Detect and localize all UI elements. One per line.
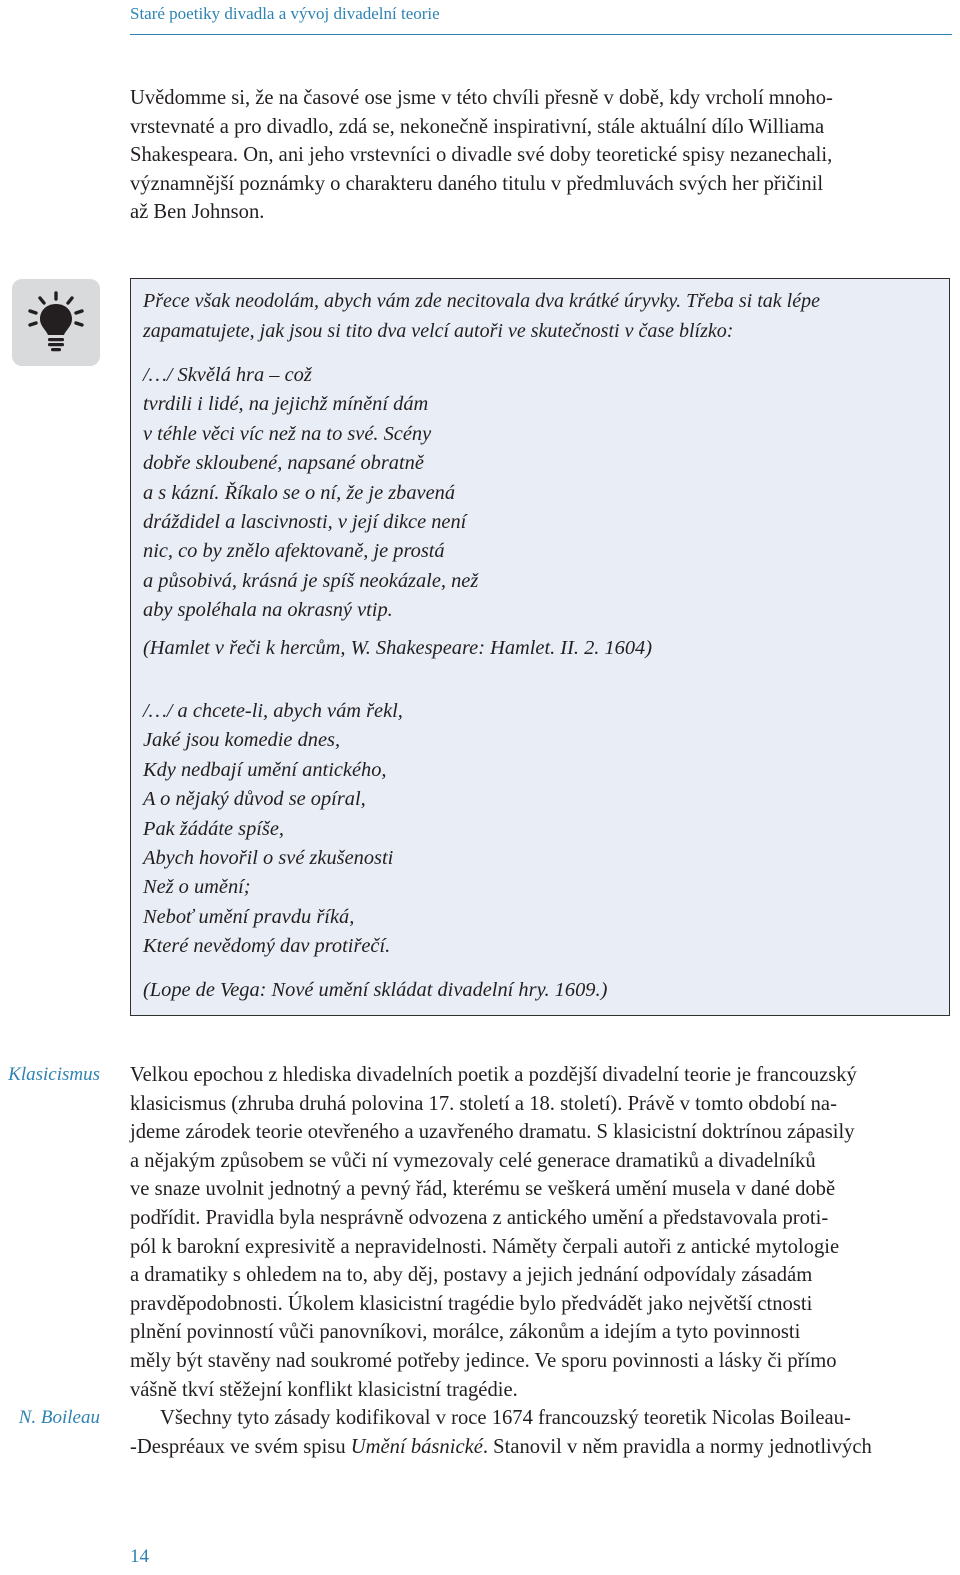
running-head: Staré poetiky divadla a vývoj divadelní teorie bbox=[130, 4, 952, 35]
body-line: podřídit. Pravidla byla nesprávně odvozena z antického umění a představovala proti- bbox=[130, 1206, 829, 1229]
verse-line: Jaké jsou komedie dnes, bbox=[143, 729, 341, 752]
hamlet-citation: (Hamlet v řeči k hercům, W. Shakespeare: Hamlet. II. 2. 1604) bbox=[143, 637, 653, 659]
hamlet-quote bbox=[143, 361, 943, 626]
body-line: pravděpodobnosti. Úkolem klasicistní tragédie bylo předvádět jako největší ctnosti bbox=[130, 1292, 813, 1315]
verse-line: aby spoléhala na okrasný vtip. bbox=[143, 599, 393, 622]
verse-line: a působivá, krásná je spíš neokázale, než bbox=[143, 569, 479, 592]
verse-line: a s kázní. Říkalo se o ní, že je zbavená bbox=[143, 481, 456, 504]
intro-line: Uvědomme si, že na časové ose jsme v této chvíli přesně v době, kdy vrcholí mnoho- bbox=[130, 87, 833, 109]
lightbulb-icon-tile bbox=[12, 279, 100, 366]
lope-de-vega-citation: (Lope de Vega: Nové umění skládat divadelní hry. 1609.) bbox=[143, 979, 608, 1001]
verse-line: Neboť umění pravdu říká, bbox=[143, 905, 355, 928]
quotation-lead bbox=[143, 287, 943, 346]
body-line: klasicismus (zhruba druhá polovina 17. století a 18. století). Právě v tomto období na- bbox=[130, 1092, 837, 1115]
lightbulb-icon bbox=[26, 291, 86, 353]
body-line: a nějakým způsobem se vůči ní vymezovaly celé generace dramatiků a divadelníků bbox=[130, 1149, 816, 1172]
lead-line: zapamatujete, jak jsou si tito dva velcí autoři ve skutečnosti v čase blízko: bbox=[143, 319, 734, 342]
verse-line: Které nevědomý dav protiřečí. bbox=[143, 935, 391, 958]
verse-line: nic, co by znělo afektovaně, je prostá bbox=[143, 540, 445, 563]
body-line: pól k barokní expresivitě a nepravidelnosti. Náměty čerpali autoři z antické mytologie bbox=[130, 1235, 840, 1258]
quotation-box bbox=[130, 278, 950, 1016]
verse-line: Kdy nedbají umění antického, bbox=[143, 758, 387, 781]
lead-line: Přece však neodolám, abych vám zde necitovala dva krátké úryvky. Třeba si tak lépe bbox=[143, 290, 820, 312]
verse-line: dráždidel a lascivnosti, v její dikce není bbox=[143, 511, 467, 534]
page-number: 14 bbox=[130, 1546, 149, 1567]
klasicismus-paragraph bbox=[130, 1061, 952, 1461]
boileau-line bbox=[130, 1433, 952, 1462]
verse-line: /…/ Skvělá hra – což bbox=[143, 364, 312, 386]
intro-line: vrstevnaté a pro divadlo, zdá se, nekonečně inspirativní, stále aktuální dílo Williama bbox=[130, 115, 825, 138]
verse-line: /…/ a chcete-li, abych vám řekl, bbox=[143, 700, 403, 722]
verse-line: Abych hovořil o své zkušenosti bbox=[143, 847, 394, 870]
verse-line: dobře skloubené, napsané obratně bbox=[143, 452, 424, 475]
margin-note-boileau: N. Boileau bbox=[18, 1407, 100, 1428]
lope-de-vega-quote bbox=[143, 697, 943, 962]
verse-line: Než o umění; bbox=[143, 876, 251, 899]
intro-line: Shakespeara. On, ani jeho vrstevníci o divadle své doby teoretické spisy nezanechali, bbox=[130, 144, 833, 167]
body-line: jdeme zárodek teorie otevřeného a uzavřeného dramatu. S klasicistní doktrínou zápasily bbox=[130, 1121, 855, 1144]
body-line: ve snaze uvolnit jednotný a pevný řád, kterému se veškerá umění musela v dané době bbox=[130, 1178, 836, 1201]
margin-note-klasicismus: Klasicismus bbox=[8, 1064, 100, 1085]
intro-line: až Ben Johnson. bbox=[130, 201, 265, 224]
body-line: Velkou epochou z hlediska divadelních poetik a pozdější divadelní teorie je francouzský bbox=[130, 1064, 857, 1086]
intro-paragraph bbox=[130, 84, 952, 227]
body-line: a dramatiky s ohledem na to, aby děj, postavy a jejich jednání odpovídaly zásadám bbox=[130, 1264, 813, 1287]
verse-line: Pak žádáte spíše, bbox=[143, 817, 285, 840]
verse-line: tvrdili i lidé, na jejichž mínění dám bbox=[143, 393, 429, 416]
verse-line: A o nějaký důvod se opíral, bbox=[143, 788, 366, 811]
body-line: plnění povinností vůči panovníkovi, morálce, zákonům a idejím a tyto povinnosti bbox=[130, 1321, 801, 1344]
boileau-line-end: . Stanovil v něm pravidla a normy jednotlivých bbox=[482, 1435, 872, 1458]
body-line: měly být stavěny nad soukromé potřeby jedince. Ve sporu povinnosti a lásky či přímo bbox=[130, 1349, 837, 1372]
body-line: vášně tkví stěžejní konflikt klasicistní tragédie. bbox=[130, 1378, 518, 1401]
boileau-line: Všechny tyto zásady kodifikoval v roce 1674 francouzský teoretik Nicolas Boileau- bbox=[160, 1407, 851, 1430]
intro-line: významnější poznámky o charakteru daného titulu v předmluvách svých her přičinil bbox=[130, 172, 824, 195]
work-title: Umění básnické bbox=[350, 1435, 483, 1458]
verse-line: v téhle věci víc než na to své. Scény bbox=[143, 422, 432, 445]
boileau-line-start: -Despréaux ve svém spisu bbox=[130, 1435, 351, 1458]
